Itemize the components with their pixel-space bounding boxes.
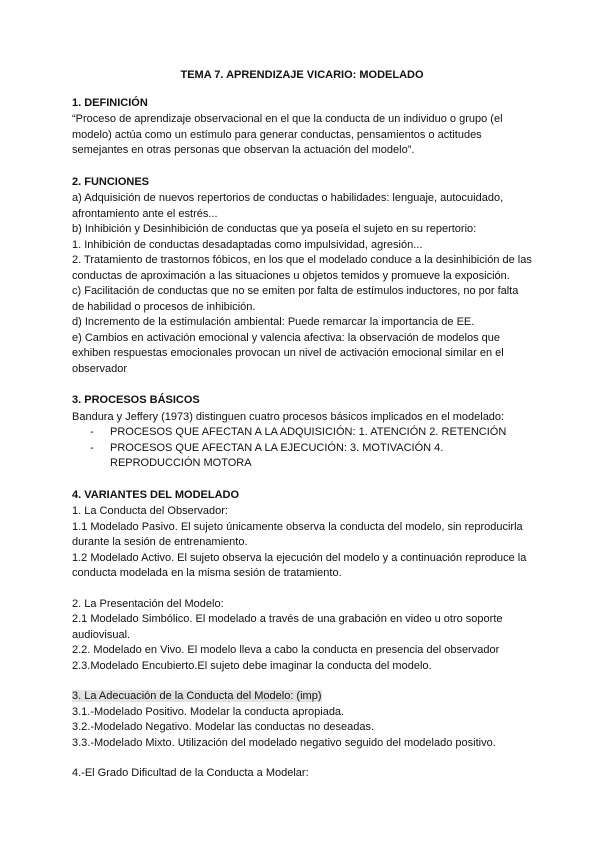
variant-line: 1.1 Modelado Pasivo. El sujeto únicamente observa la conducta del modelo, sin reproducirla durante la sesión de entrenamiento.: [72, 520, 523, 548]
procesos-list: [72, 425, 532, 472]
function-line: 1. Inhibición de conductas desadaptadas como impulsividad, agresión...: [72, 238, 423, 251]
function-line: 2. Tratamiento de trastornos fóbicos, en los que el modelado conduce a la desinhibición de las conductas de aproximación a las situaciones u objetos temidos y promueve la exposición.: [72, 254, 532, 282]
variant-line: 3.2.-Modelado Negativo. Modelar las conductas no deseadas.: [72, 721, 375, 733]
list-item: - PROCESOS QUE AFECTAN A LA EJECUCIÓN: 3. MOTIVACIÓN 4. REPRODUCCIÓN MOTORA: [90, 441, 532, 472]
function-line: d) Incremento de la estimulación ambiental: Puede remarcar la importancia de EE.: [72, 316, 475, 328]
variant-line: 3.3.-Modelado Mixto. Utilización del modelado negativo seguido del modelado positivo.: [72, 736, 496, 749]
variant-subheading: 4.-El Grado Dificultad de la Conducta a Modelar:: [72, 767, 309, 779]
function-line: e) Cambios en activación emocional y valencia afectiva: la observación de modelos que exhiben respuestas emocionales provocan un nivel de activación emocional similar en el observador: [72, 331, 504, 375]
variant-line: 1. La Conducta del Observador:: [72, 505, 228, 517]
definition-paragraph: “Proceso de aprendizaje observacional en el que la conducta de un individuo o grupo (el modelo) actúa como un estímulo para generar conductas, pensamientos o actitudes semejantes en otras personas que observan la actuación del modelo”.: [72, 113, 503, 156]
highlighted-subheading: 3. La Adecuación de la Conducta del Modelo: (imp): [72, 690, 322, 702]
function-line: b) Inhibición y Desinhibición de conductas que ya poseía el sujeto en su repertorio:: [72, 223, 477, 235]
section-heading-variantes: 4. VARIANTES DEL MODELADO: [72, 488, 240, 501]
variant-line: 2.1 Modelado Simbólico. El modelado a través de una grabación en video u otro soporte audiovisual.: [72, 613, 503, 641]
variant-line: 2.2. Modelado en Vivo. El modelo lleva a cabo la conducta en presencia del observador: [72, 644, 500, 656]
document-title: TEMA 7. APRENDIZAJE VICARIO: MODELADO: [180, 69, 424, 81]
variant-line: 2. La Presentación del Modelo:: [72, 597, 224, 610]
section-heading-procesos: 3. PROCESOS BÁSICOS: [72, 394, 200, 406]
document-page: [72, 68, 532, 782]
section-heading-funciones: 2. FUNCIONES: [72, 175, 150, 188]
list-item: - PROCESOS QUE AFECTAN A LA ADQUISICIÓN: 1. ATENCIÓN 2. RETENCIÓN: [90, 425, 532, 441]
variant-line: 1.2 Modelado Activo. El sujeto observa la ejecución del modelo y a continuación reproduce la conducta modelada en la misma sesión de tratamiento.: [72, 551, 527, 579]
function-line: a) Adquisición de nuevos repertorios de conductas o habilidades: lenguaje, autocuidado, afrontamiento ante el estrés...: [72, 192, 504, 220]
variant-line: 2.3.Modelado Encubierto.El sujeto debe imaginar la conducta del modelo.: [72, 659, 432, 672]
function-line: c) Facilitación de conductas que no se emiten por falta de estímulos inductores, no por falta de habilidad o procesos de inhibición.: [72, 285, 519, 313]
procesos-intro: Bandura y Jeffery (1973) distinguen cuatro procesos básicos implicados en el modelado:: [72, 410, 505, 423]
variant-line: 3.1.-Modelado Positivo. Modelar la conducta apropiada.: [72, 705, 345, 718]
section-heading-definicion: 1. DEFINICIÓN: [72, 96, 148, 109]
